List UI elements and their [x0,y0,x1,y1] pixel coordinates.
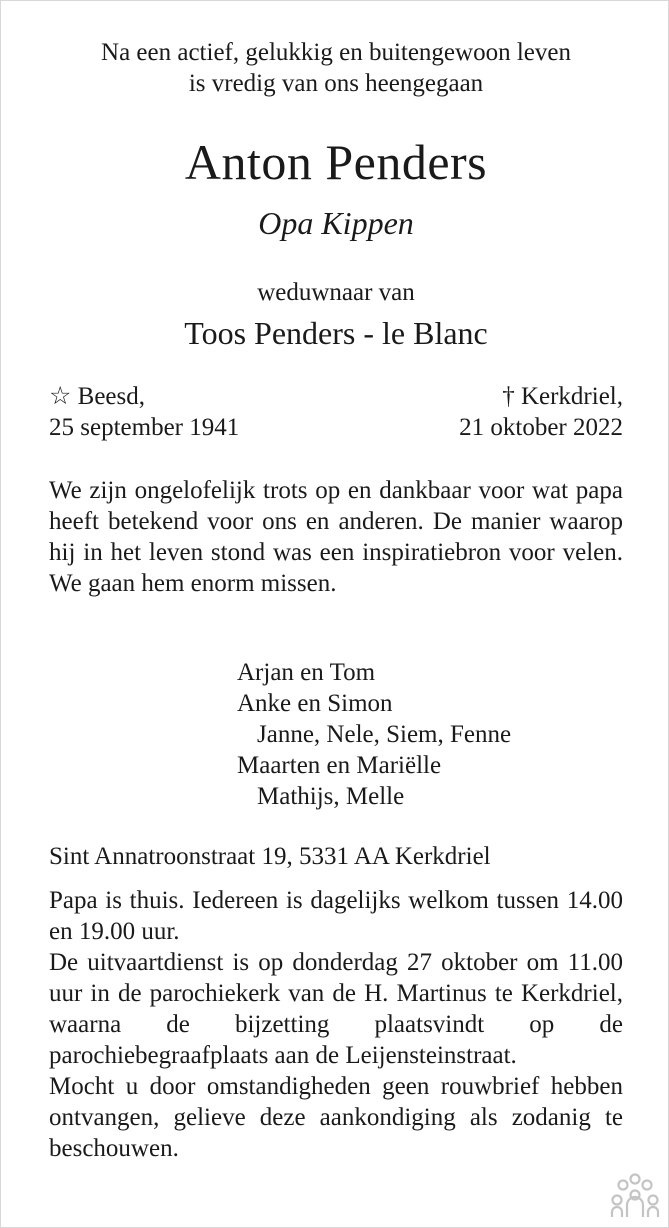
birth-date: 25 september 1941 [49,414,240,441]
family-line: Maarten en Mariëlle [237,752,442,779]
death-date: 21 oktober 2022 [459,414,623,441]
intro-text [49,37,623,99]
family-line: Arjan en Tom [237,659,376,686]
birth-place: ☆ Beesd, [49,383,146,410]
notice-block [49,885,623,1164]
people-group-icon [610,1173,660,1219]
family-line: Janne, Nele, Siem, Fenne [257,721,512,748]
birth-info [49,381,239,443]
intro-line-1: Na een actief, gelukkig en buitengewoon leven [101,39,571,66]
service-info: De uitvaartdienst is op donderdag 27 oktober om 11.00 uur in de parochiekerk van de H. Martinus te Kerkdriel, waarna de bijzetting plaatsvindt op de parochiebegraafplaats aan de Leijensteinstraat. [49,949,623,1069]
widower-label: weduwnaar van [257,279,415,306]
family-list [237,657,511,812]
deceased-name: Anton Penders [184,134,488,190]
intro-line-2: is vredig van ons heengegaan [188,70,484,97]
address: Sint Annatroonstraat 19, 5331 AA Kerkdriel [49,843,491,870]
dates-block [49,381,623,443]
death-place: † Kerkdriel, [502,383,623,410]
family-line: Anke en Simon [237,690,393,717]
spouse-name: Toos Penders - le Blanc [184,315,488,351]
deceased-nickname: Opa Kippen [258,205,414,241]
family-line: Mathijs, Melle [257,783,405,810]
visiting-info: Papa is thuis. Iedereen is dagelijks welkom tussen 14.00 en 19.00 uur. [49,887,623,945]
message-text: We zijn ongelofelijk trots op en dankbaar voor wat papa heeft betekend voor ons en anderen. De manier waarop hij in het leven stond was een inspiratiebron voor velen. We gaan hem enorm missen. [49,477,623,597]
letter-info: Mocht u door omstandigheden geen rouwbrief hebben ontvangen, gelieve deze aankondiging als zodanig te beschouwen. [49,1073,623,1162]
death-info [459,381,623,443]
